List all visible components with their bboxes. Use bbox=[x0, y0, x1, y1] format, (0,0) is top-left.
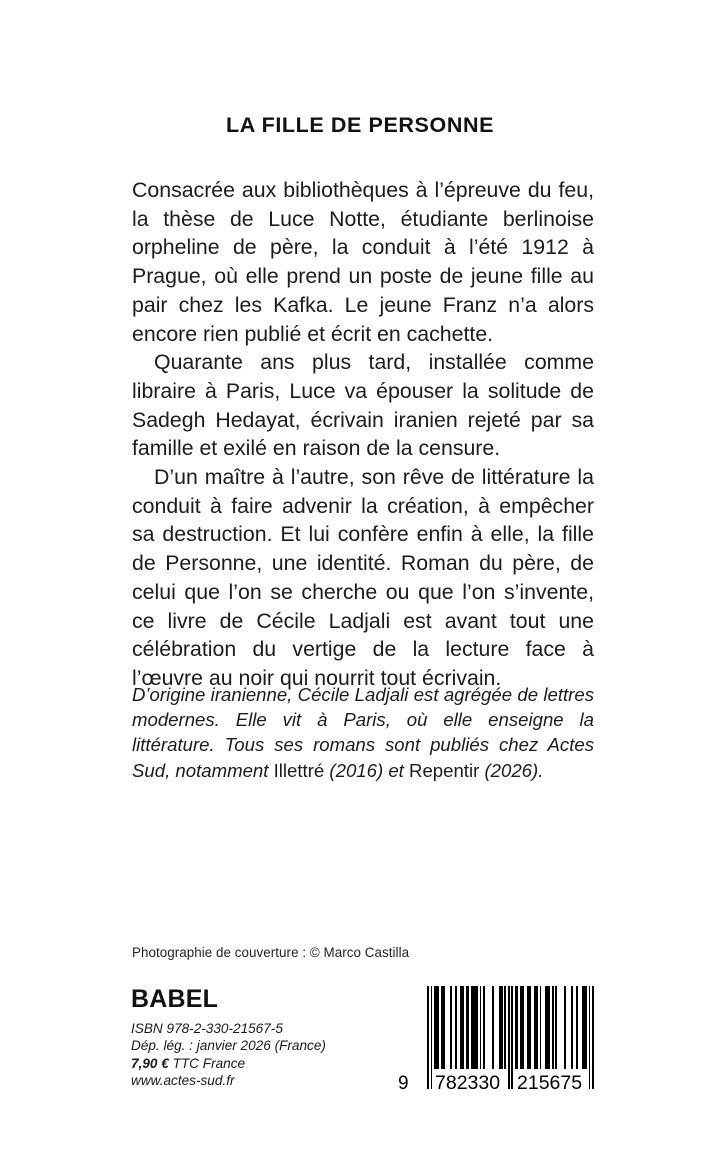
author-bio-intro: D’origine iranienne, Cécile Ladjali est agrégée de lettres modernes. Elle vit à Paris, où elle enseigne la littérature. Tous ses romans sont publiés chez Actes Sud, notamment bbox=[132, 684, 594, 781]
barcode-bar bbox=[555, 986, 557, 1069]
barcode-bar bbox=[434, 986, 439, 1069]
barcode-digits bbox=[427, 1072, 594, 1094]
barcode-bar bbox=[483, 986, 485, 1069]
barcode bbox=[398, 986, 598, 1094]
imprint-block bbox=[131, 985, 431, 1090]
legal-deposit-line: Dép. lég. : janvier 2026 (France) bbox=[131, 1038, 326, 1054]
author-bio bbox=[132, 682, 594, 783]
blurb-paragraph-2: Quarante ans plus tard, installée comme libraire à Paris, Luce va épouser la solitude de Sadegh Hedayat, écrivain iranien rejeté par sa famille et exilé en raison de la censure. bbox=[132, 350, 594, 461]
barcode-bar bbox=[492, 986, 494, 1069]
barcode-bar bbox=[582, 986, 587, 1069]
price-line bbox=[131, 1055, 431, 1072]
barcode-bar bbox=[540, 986, 542, 1069]
barcode-right-group: 215675 bbox=[517, 1072, 583, 1094]
barcode-bar bbox=[552, 986, 554, 1069]
barcode-bar bbox=[441, 986, 445, 1069]
website-line: www.actes-sud.fr bbox=[131, 1073, 235, 1089]
barcode-bar bbox=[520, 986, 524, 1069]
price-suffix: TTC France bbox=[168, 1055, 246, 1071]
barcode-bar bbox=[564, 986, 566, 1069]
barcode-bar bbox=[450, 986, 452, 1069]
price-amount: 7,90 € bbox=[131, 1055, 169, 1071]
barcode-bar bbox=[534, 986, 538, 1069]
author-bio-work-title-1: Illettré bbox=[273, 759, 325, 781]
legal-info bbox=[131, 1020, 431, 1090]
barcode-lead-digit: 9 bbox=[398, 1073, 409, 1094]
publisher-logo: BABEL bbox=[131, 985, 219, 1013]
barcode-bar bbox=[571, 986, 573, 1069]
barcode-bar bbox=[545, 986, 550, 1069]
barcode-bar bbox=[576, 986, 578, 1069]
barcode-bar bbox=[466, 986, 470, 1069]
barcode-bar bbox=[515, 986, 519, 1069]
barcode-left-group: 782330 bbox=[435, 1072, 501, 1094]
photo-credit: Photographie de couverture : © Marco Castilla bbox=[132, 945, 410, 960]
barcode-bar bbox=[504, 986, 506, 1069]
blurb-paragraph-1: Consacrée aux bibliothèques à l’épreuve du feu, la thèse de Luce Notte, étudiante berlinoise orpheline de père, la conduit à l’été 1912 à Prague, où elle prend un poste de jeune fille au pair chez les Kafka. Le jeune Franz n’a alors encore rien publié et écrit en cachette. bbox=[132, 178, 594, 346]
barcode-bar bbox=[455, 986, 457, 1069]
isbn-line: ISBN 978-2-330-21567-5 bbox=[131, 1021, 283, 1036]
page-title: LA FILLE DE PERSONNE bbox=[225, 113, 495, 137]
author-bio-work-title-2: Repentir bbox=[409, 759, 480, 781]
barcode-bar bbox=[527, 986, 531, 1069]
blurb-text bbox=[132, 176, 594, 693]
barcode-bar bbox=[460, 986, 464, 1069]
barcode-bar bbox=[480, 986, 482, 1069]
barcode-bar bbox=[471, 986, 478, 1069]
barcode-bar bbox=[499, 986, 503, 1069]
blurb-paragraph-3: D’un maître à l’autre, son rêve de littérature la conduit à faire advenir la création, à empêcher sa destruction. Et lui confère enfin à elle, la fille de Personne, une identité. Roman du père, de celui que l’on se cherche ou que l’on s’invente, ce livre de Cécile Ladjali est avant tout une célébration du vertige de la lecture face à l’œuvre au noir qui nourrit tout écrivain. bbox=[132, 465, 594, 690]
author-bio-mid-1: (2016) et bbox=[324, 759, 410, 781]
author-bio-mid-2: (2026). bbox=[479, 759, 544, 781]
